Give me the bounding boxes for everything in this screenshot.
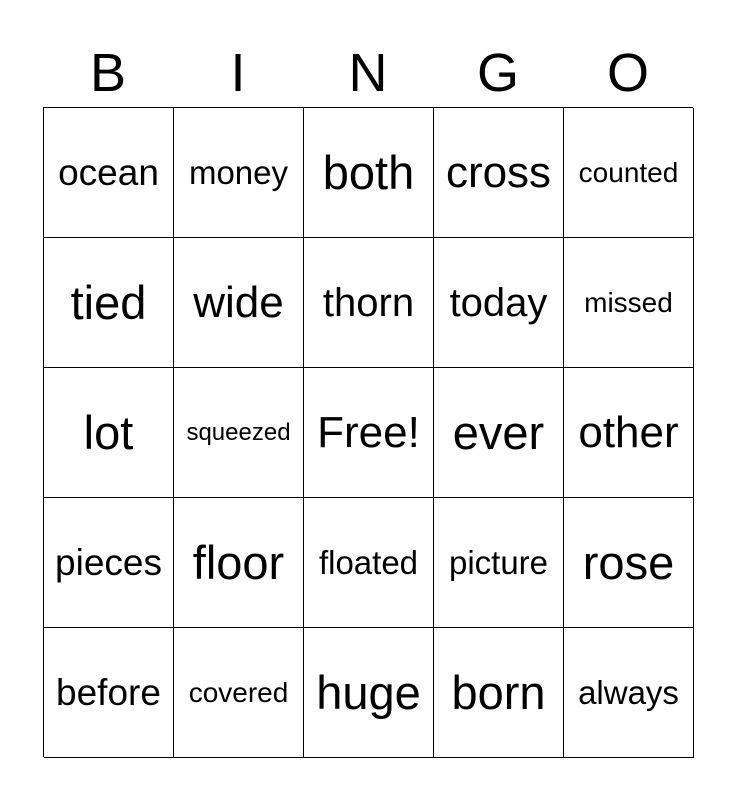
header-letter-o: O xyxy=(606,43,649,103)
header-letter-b: B xyxy=(89,43,127,103)
bingo-cell[interactable]: ocean xyxy=(44,108,174,238)
bingo-cell[interactable]: wide xyxy=(174,238,304,368)
bingo-cell[interactable]: lot xyxy=(44,368,174,498)
bingo-cell[interactable]: squeezed xyxy=(174,368,304,498)
bingo-cell[interactable]: huge xyxy=(304,628,434,758)
bingo-cell[interactable]: missed xyxy=(564,238,694,368)
header-letter-g: G xyxy=(476,43,519,103)
bingo-header xyxy=(43,38,693,108)
bingo-cell[interactable]: counted xyxy=(564,108,694,238)
bingo-cell[interactable]: before xyxy=(44,628,174,758)
bingo-cell[interactable]: picture xyxy=(434,498,564,628)
bingo-cell[interactable]: floor xyxy=(174,498,304,628)
bingo-cell[interactable]: other xyxy=(564,368,694,498)
bingo-cell[interactable]: floated xyxy=(304,498,434,628)
bingo-cell[interactable]: covered xyxy=(174,628,304,758)
bingo-cell[interactable]: thorn xyxy=(304,238,434,368)
bingo-cell[interactable]: tied xyxy=(44,238,174,368)
bingo-cell[interactable]: money xyxy=(174,108,304,238)
free-space-cell[interactable]: Free! xyxy=(304,368,434,498)
header-letter-i: I xyxy=(230,43,246,103)
bingo-cell[interactable]: pieces xyxy=(44,498,174,628)
header-letter-n: N xyxy=(348,43,388,103)
bingo-cell[interactable]: rose xyxy=(564,498,694,628)
bingo-cell[interactable]: today xyxy=(434,238,564,368)
bingo-cell[interactable]: ever xyxy=(434,368,564,498)
bingo-board xyxy=(43,107,693,757)
bingo-cell[interactable]: born xyxy=(434,628,564,758)
bingo-cell[interactable]: both xyxy=(304,108,434,238)
bingo-cell[interactable]: cross xyxy=(434,108,564,238)
bingo-cell[interactable]: always xyxy=(564,628,694,758)
